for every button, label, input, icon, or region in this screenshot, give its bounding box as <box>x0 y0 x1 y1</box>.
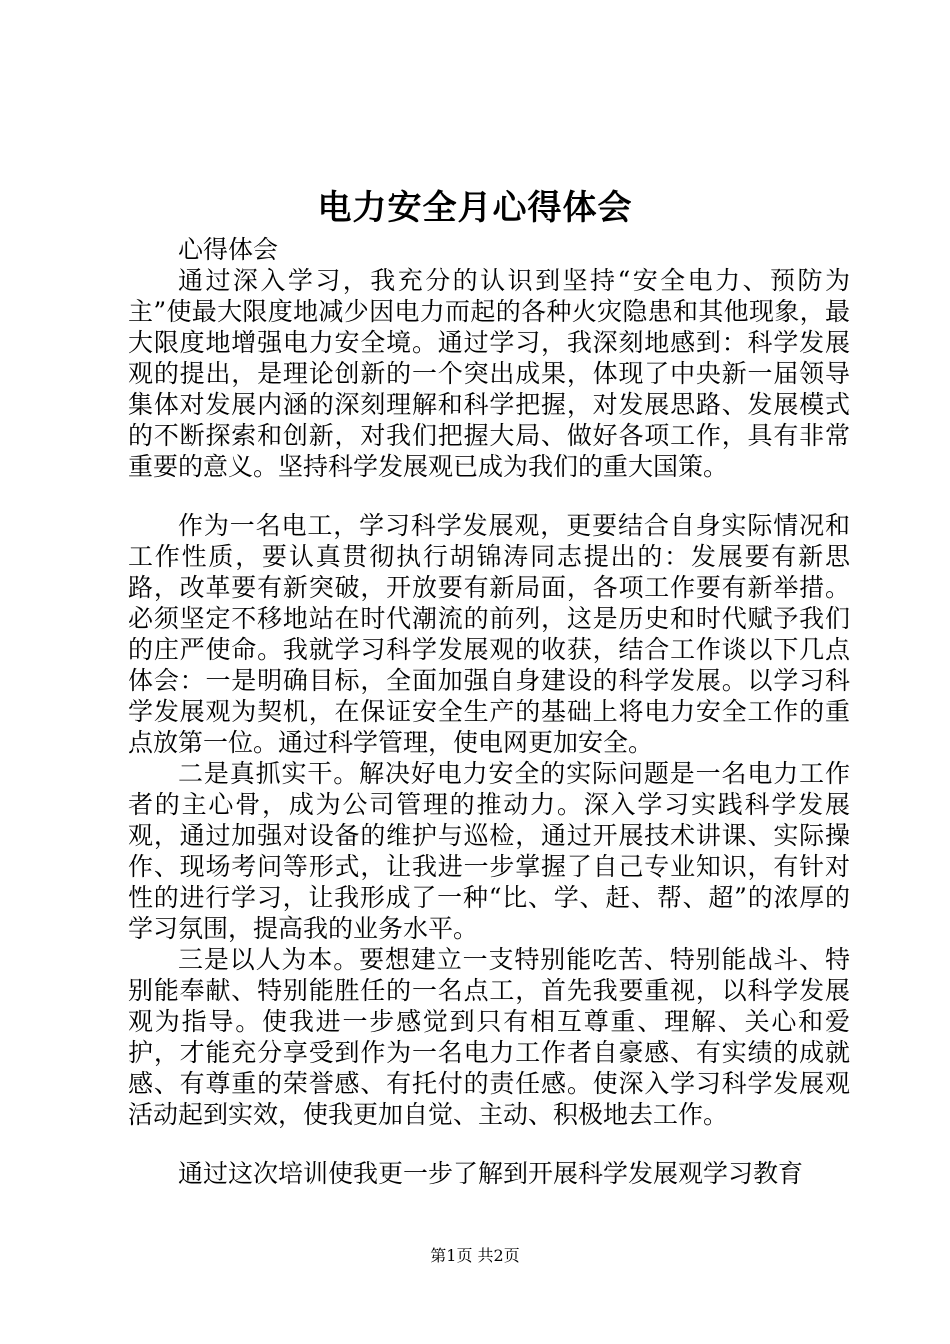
paragraph-4: 三是以人为本。要想建立一支特别能吃苦、特别能战斗、特别能奉献、特别能胜任的一名点工，首先我要重视，以科学发展观为指导。使我进一步感觉到只有相互尊重、理解、关心和爱护，才能充分享受到作为一名电力工作者自豪感、有实绩的成就感、有尊重的荣誉感、有托付的责任感。使深入学习科学发展观活动起到实效，使我更加自觉、主动、积极地去工作。 <box>128 945 850 1129</box>
document-title: 电力安全月心得体会 <box>317 188 633 228</box>
paragraph-3: 二是真抓实干。解决好电力安全的实际问题是一名电力工作者的主心骨，成为公司管理的推动力。深入学习实践科学发展观，通过加强对设备的维护与巡检，通过开展技术讲课、实际操作、现场考问等形式，让我进一步掌握了自己专业知识，有针对性的进行学习，让我形成了一种“比、学、赶、帮、超”的浓厚的学习氛围，提高我的业务水平。 <box>128 759 850 943</box>
document-body <box>128 234 850 1189</box>
page-footer: 第1页 共2页 <box>430 1246 520 1265</box>
paragraph-5: 通过这次培训使我更一步了解到开展科学发展观学习教育 <box>178 1159 804 1188</box>
paragraph-1: 通过深入学习，我充分的认识到坚持“安全电力、预防为主”使最大限度地减少因电力而起的各种火灾隐患和其他现象，最大限度地增强电力安全境。通过学习，我深刻地感到：科学发展观的提出，是理论创新的一个突出成果，体现了中央新一届领导集体对发展内涵的深刻理解和科学把握，对发展思路、发展模式的不断探索和创新，对我们把握大局、做好各项工作，具有非常重要的意义。坚持科学发展观已成为我们的重大国策。 <box>128 266 850 481</box>
paragraph-heading: 心得体会 <box>178 235 279 264</box>
paragraph-2: 作为一名电工，学习科学发展观，更要结合自身实际情况和工作性质，要认真贯彻执行胡锦涛同志提出的：发展要有新思路，改革要有新突破，开放要有新局面，各项工作要有新举措。必须坚定不移地站在时代潮流的前列，这是历史和时代赋予我们的庄严使命。我就学习科学发展观的收获，结合工作谈以下几点体会：一是明确目标，全面加强自身建设的科学发展。以学习科学发展观为契机，在保证安全生产的基础上将电力安全工作的重点放第一位。通过科学管理，使电网更加安全。 <box>128 511 850 757</box>
